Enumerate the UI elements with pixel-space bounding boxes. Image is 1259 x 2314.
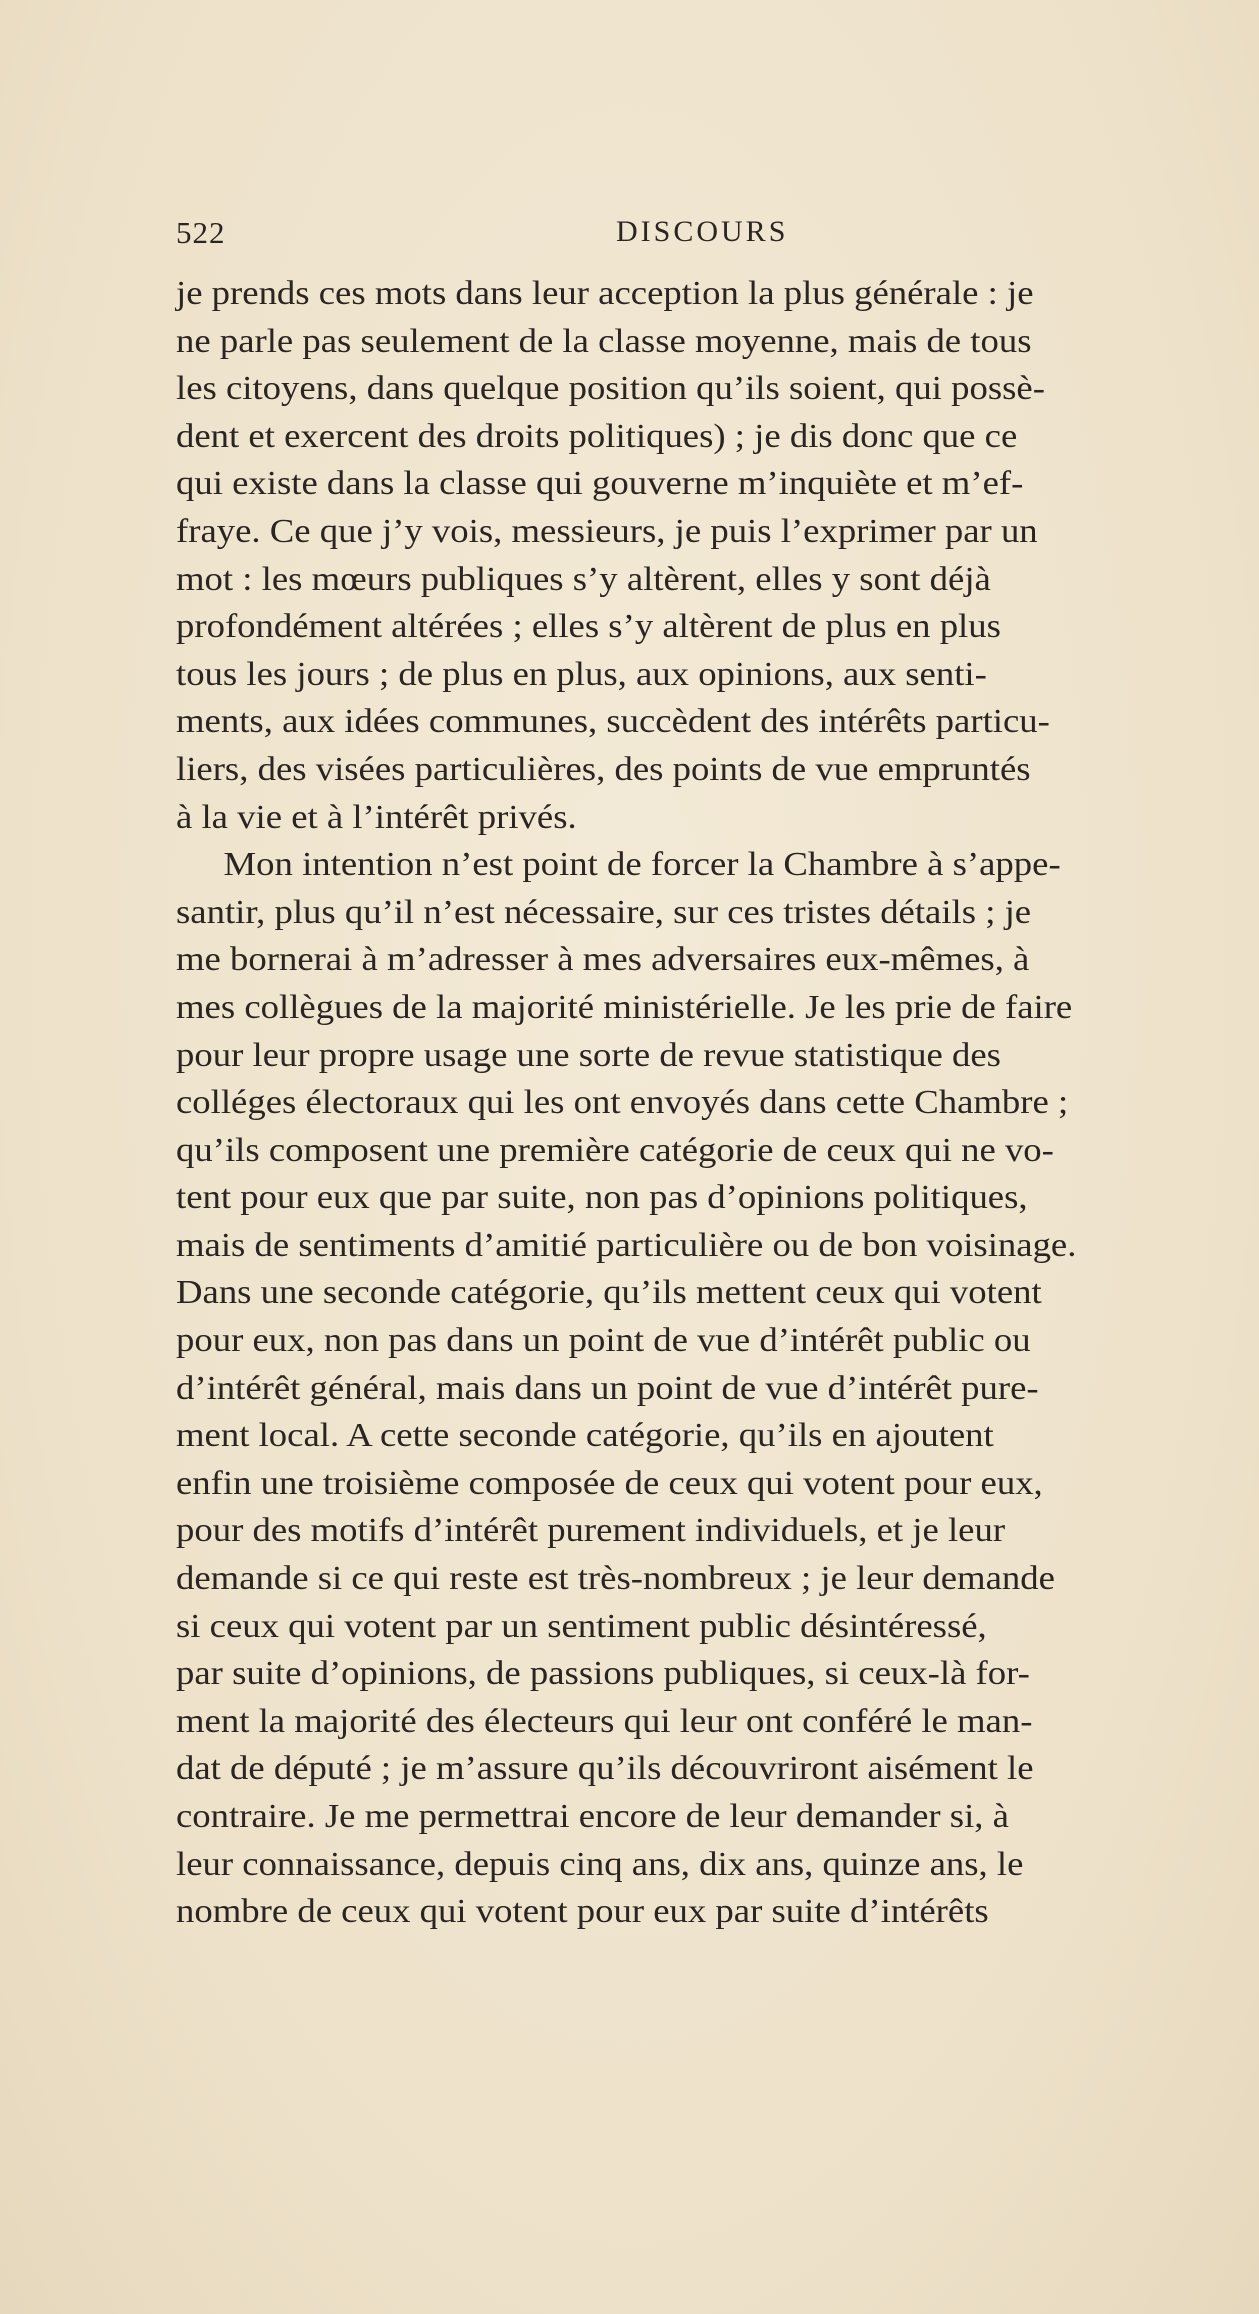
text-line: demande si ce qui reste est très-nombreux ; je leur demande [176,1560,1055,1598]
text-line: liers, des visées particulières, des points de vue empruntés [176,750,1031,788]
text-line: mot : les mœurs publiques s’y altèrent, elles y sont déjà [176,560,991,598]
text-line: pour leur propre usage une sorte de revue statistique des [176,1036,1001,1074]
text-line: tent pour eux que par suite, non pas d’opinions politiques, [176,1179,1028,1217]
page-number: 522 [176,215,226,250]
text-line: fraye. Ce que j’y vois, messieurs, je puis l’exprimer par un [176,512,1038,550]
text-line: profondément altérées ; elles s’y altèrent de plus en plus [176,608,1001,646]
text-line: enfin une troisième composée de ceux qui votent pour eux, [176,1464,1043,1502]
running-title: DISCOURS [616,215,789,248]
text-line: pour des motifs d’intérêt purement individuels, et je leur [176,1512,1006,1550]
text-line: contraire. Je me permettrai encore de leur demander si, à [176,1798,1009,1835]
text-line: ment local. A cette seconde catégorie, qu’ils en ajoutent [176,1417,994,1455]
text-line: tous les jours ; de plus en plus, aux opinions, aux senti- [176,655,987,693]
text-line: qui existe dans la classe qui gouverne m’inquiète et m’ef- [176,465,1024,503]
text-line: qu’ils composent une première catégorie de ceux qui ne vo- [176,1131,1054,1169]
page-header [176,215,1128,255]
text-line: je prends ces mots dans leur acception la plus générale : je [176,275,1034,312]
text-line-paragraph-start: Mon intention n’est point de forcer la Chambre à s’appe- [223,846,1061,884]
text-line: les citoyens, dans quelque position qu’ils soient, qui possè- [176,370,1045,408]
text-line: colléges électoraux qui les ont envoyés dans cette Chambre ; [176,1084,1069,1122]
text-line: santir, plus qu’il n’est nécessaire, sur ces tristes détails ; je [176,893,1032,931]
text-line: pour eux, non pas dans un point de vue d’intérêt public ou [176,1322,1031,1360]
text-line: si ceux qui votent par un sentiment public désintéressé, [176,1607,987,1645]
text-line: d’intérêt général, mais dans un point de vue d’intérêt pure- [176,1369,1039,1407]
text-line: dent et exercent des droits politiques) ; je dis donc que ce [176,417,1018,455]
text-line: à la vie et à l’intérêt privés. [176,798,577,836]
text-line: nombre de ceux qui votent pour eux par suite d’intérêts [176,1893,989,1931]
text-line: Dans une seconde catégorie, qu’ils mettent ceux qui votent [176,1274,1042,1312]
text-line: me bornerai à m’adresser à mes adversaires eux-mêmes, à [176,941,1030,979]
text-line: leur connaissance, depuis cinq ans, dix ans, quinze ans, le [176,1845,1024,1883]
text-line: par suite d’opinions, de passions publiques, si ceux-là for- [176,1655,1030,1693]
text-line: ments, aux idées communes, succèdent des intérêts particu- [176,703,1050,741]
text-line: ment la majorité des électeurs qui leur ont conféré le man- [176,1702,1033,1740]
text-line: mes collègues de la majorité ministérielle. Je les prie de faire [176,988,1073,1026]
text-line: dat de député ; je m’assure qu’ils découvriront aisément le [176,1750,1034,1788]
text-line: mais de sentiments d’amitié particulière ou de bon voisinage. [176,1226,1077,1264]
body-text [176,270,1196,1936]
text-line: ne parle pas seulement de la classe moyenne, mais de tous [176,322,1032,360]
